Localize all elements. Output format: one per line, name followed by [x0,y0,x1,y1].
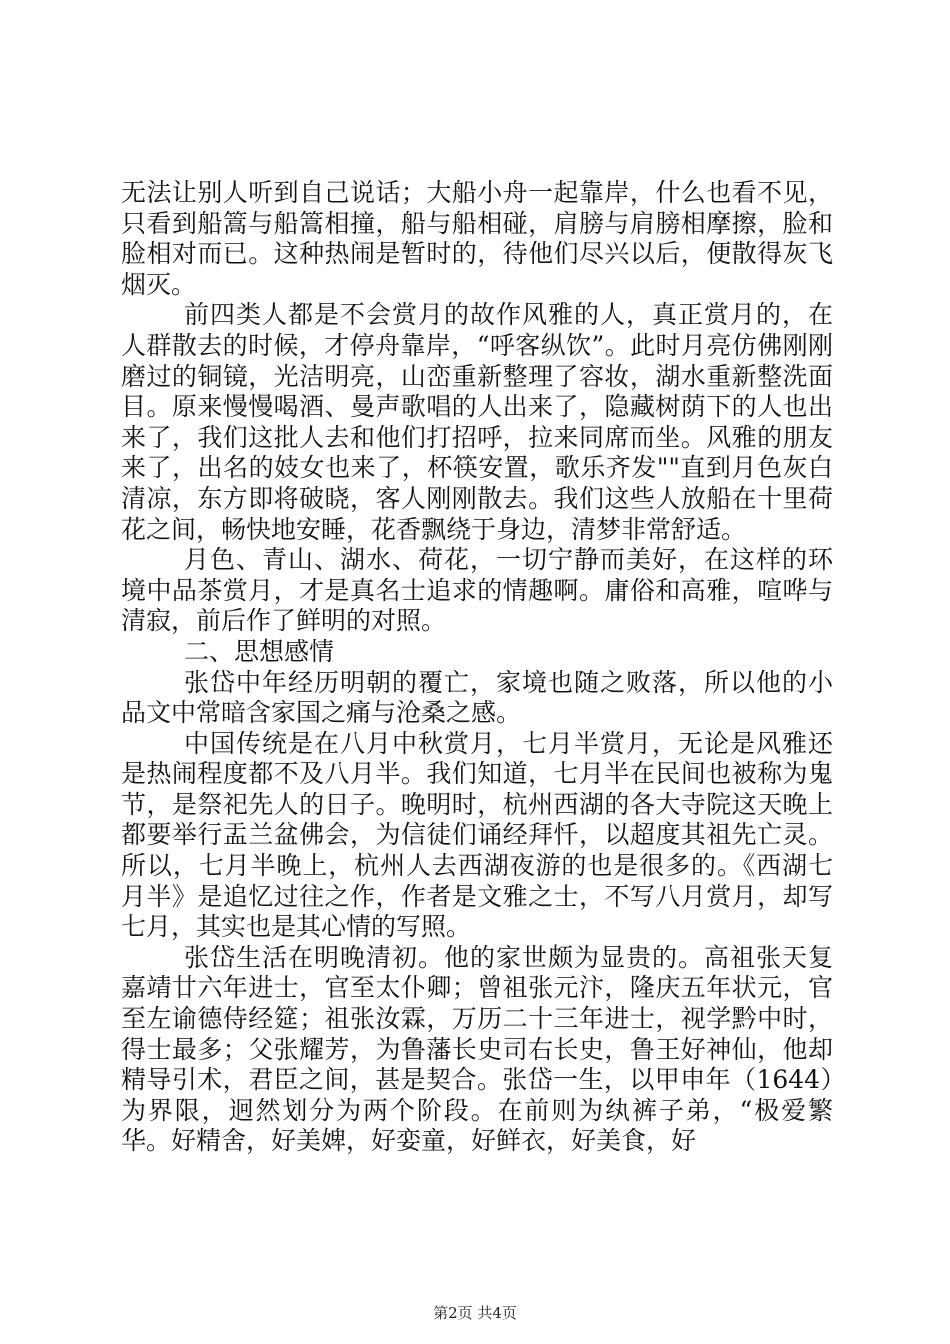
paragraph-4: 张岱中年经历明朝的覆亡，家境也随之败落，所以他的小品文中常暗含家国之痛与沧桑之感。 [121,667,833,728]
paragraph-3: 月色、青山、湖水、荷花，一切宁静而美好，在这样的环境中品茶赏月，才是真名士追求的情趣啊。庸俗和高雅，喧哗与清寂，前后作了鲜明的对照。 [121,545,833,636]
section-heading: 二、思想感情 [184,636,335,666]
paragraph-5: 中国传统是在八月中秋赏月，七月半赏月，无论是风雅还是热闹程度都不及八月半。我们知道，七月半在民间也被称为鬼节，是祭祀先人的日子。晚明时，杭州西湖的各大寺院这天晚上都要举行盂兰盆佛会，为信徒们诵经拜忏，以超度其祖先亡灵。所以，七月半晚上，杭州人去西湖夜游的也是很多的。《西湖七月半》是追忆过往之作，作者是文雅之士，不写八月赏月，却写七月，其实也是其心情的写照。 [121,728,833,942]
paragraph-1: 无法让别人听到自己说话；大船小舟一起靠岸，什么也看不见，只看到船篙与船篙相撞，船与船相碰，肩膀与肩膀相摩擦，脸和脸相对而已。这种热闹是暂时的，待他们尽兴以后，便散得灰飞烟灭。 [121,178,833,299]
document-body [121,178,833,1157]
page-number-footer: 第2页 共4页 [433,1304,517,1322]
paragraph-6: 张岱生活在明晚清初。他的家世颇为显贵的。高祖张天复嘉靖廿六年进士，官至太仆卿；曾祖张元汴，隆庆五年状元，官至左谕德侍经筵；祖张汝霖，万历二十三年进士，视学黔中时，得士最多；父张耀芳，为鲁藩长史司右长史，鲁王好神仙，他却精导引术，君臣之间，甚是契合。张岱一生，以甲申年（1644）为界限，迥然划分为两个阶段。在前则为纨裤子弟，“极爱繁华。好精舍，好美婢，好娈童，好鲜衣，好美食，好 [121,942,833,1156]
paragraph-2: 前四类人都是不会赏月的故作风雅的人，真正赏月的，在人群散去的时候，才停舟靠岸，“呼客纵饮”。此时月亮仿佛刚刚磨过的铜镜，光洁明亮，山峦重新整理了容妆，湖水重新整洗面目。原来慢慢喝酒、曼声歌唱的人出来了，隐藏树荫下的人也出来了，我们这批人去和他们打招呼，拉来同席而坐。风雅的朋友来了，出名的妓女也来了，杯筷安置，歌乐齐发""直到月色灰白清凉，东方即将破晓，客人刚刚散去。我们这些人放船在十里荷花之间，畅快地安睡，花香飘绕于身边，清梦非常舒适。 [121,300,833,544]
